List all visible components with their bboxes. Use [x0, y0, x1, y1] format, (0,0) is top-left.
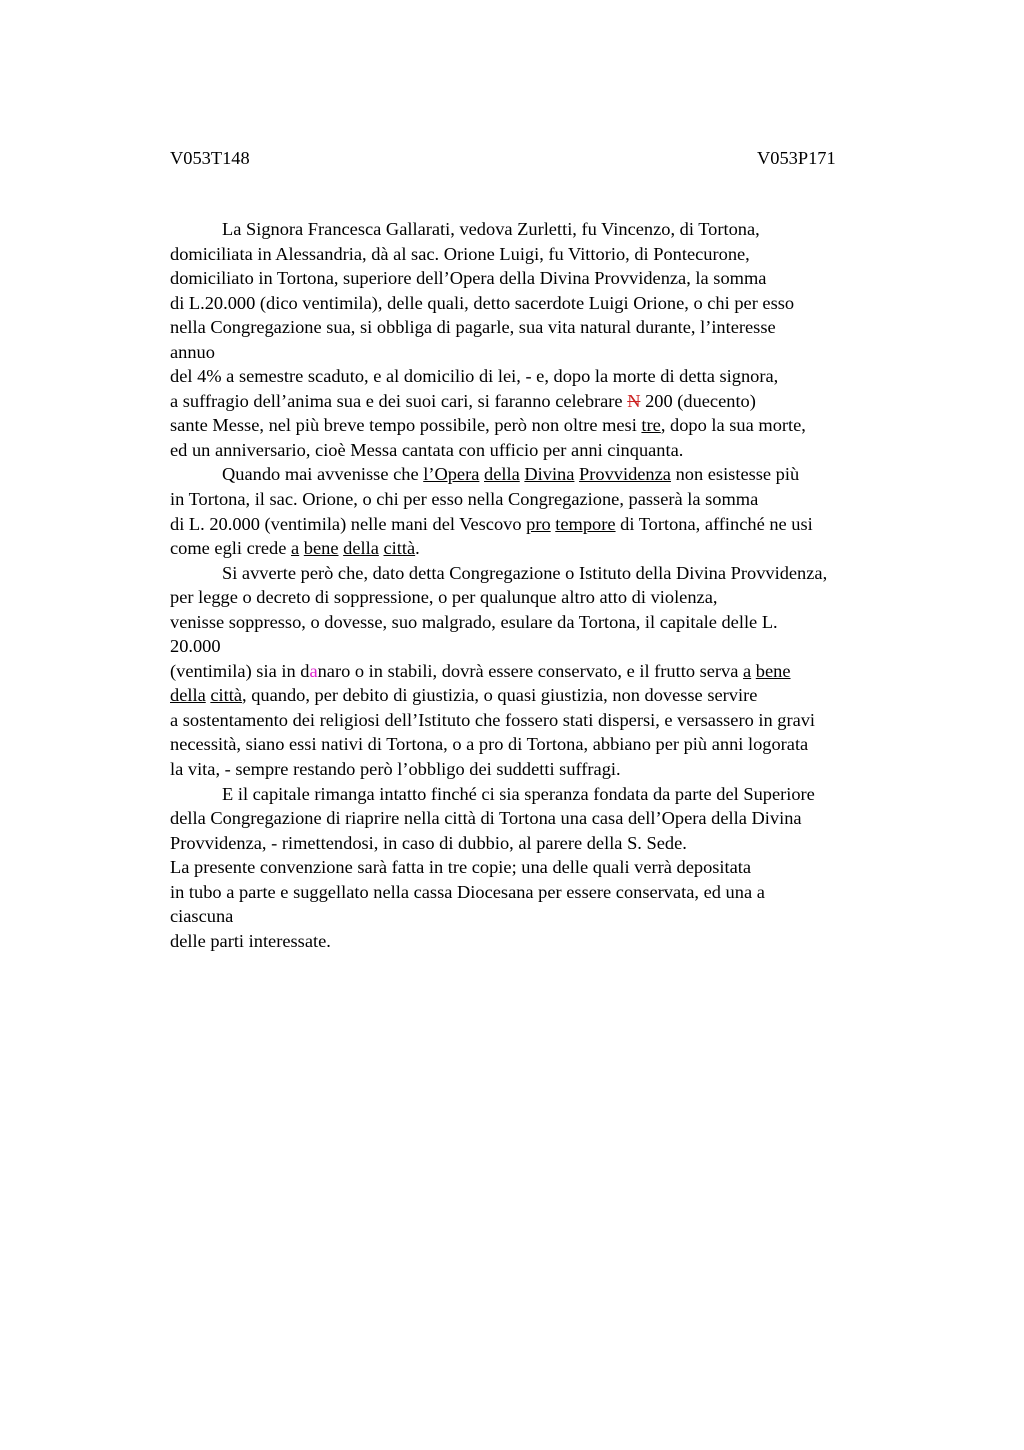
text-run: a suffragio dell’anima sua e dei suoi cari, si faranno celebrare	[170, 390, 628, 411]
text-line	[170, 757, 930, 782]
text-run: di L.20.000 (dico ventimila), delle quali, detto sacerdote Luigi Orione, o chi per esso	[170, 292, 795, 313]
text-run: a sostentamento dei religiosi dell’Istituto che fossero stati dispersi, e versassero in gravi	[170, 709, 816, 730]
text-line	[170, 561, 930, 586]
text-run: non esistesse più	[670, 464, 800, 485]
text-line	[170, 413, 930, 438]
paragraph	[170, 782, 930, 954]
text-line	[170, 315, 930, 340]
text-line	[170, 708, 930, 733]
magenta-letter: a	[309, 660, 318, 681]
text-run: , dopo la sua morte,	[660, 415, 806, 436]
underlined-text: a	[743, 660, 752, 681]
text-line	[170, 782, 930, 807]
red-strikethrough-text: N	[627, 390, 641, 411]
text-line	[170, 266, 930, 291]
text-run: Provvidenza, - rimettendosi, in caso di dubbio, al parere della S. Sede.	[170, 832, 687, 853]
underlined-text: bene	[303, 538, 339, 559]
text-run: domiciliata in Alessandria, dà al sac. Orione Luigi, fu Vittorio, di Pontecurone,	[170, 243, 750, 264]
text-run: sante Messe, nel più breve tempo possibile, però non oltre mesi	[170, 415, 642, 436]
text-line	[170, 610, 930, 635]
text-run: naro o in stabili, dovrà essere conservato, e il frutto serva	[317, 660, 744, 681]
text-run: 200 (duecento)	[640, 390, 756, 411]
text-line	[170, 831, 930, 856]
text-run: come egli crede	[170, 538, 292, 559]
text-run: 20.000	[170, 636, 221, 657]
text-run: ed un anniversario, cioè Messa cantata con ufficio per anni cinquanta.	[170, 439, 684, 460]
text-run: di L. 20.000 (ventimila) nelle mani del Vescovo	[170, 513, 527, 534]
text-line	[170, 364, 930, 389]
text-line	[170, 512, 930, 537]
text-line	[170, 487, 930, 512]
underlined-text: a	[291, 538, 300, 559]
text-line	[170, 438, 930, 463]
underlined-text: della	[170, 685, 206, 706]
text-line	[170, 389, 930, 414]
text-line	[170, 904, 930, 929]
underlined-text: pro	[526, 513, 551, 534]
paragraph	[170, 217, 930, 462]
text-run: Si avverte però che, dato detta Congregazione o Istituto della Divina Provvidenza,	[222, 562, 828, 583]
text-run: Quando mai avvenisse che	[222, 464, 424, 485]
text-line	[170, 806, 930, 831]
text-line	[170, 855, 930, 880]
text-line	[170, 217, 930, 242]
text-run: nella Congregazione sua, si obbliga di pagarle, sua vita natural durante, l’interesse	[170, 317, 776, 338]
text-run: la vita, - sempre restando però l’obbligo dei suddetti suffragi.	[170, 759, 621, 780]
text-run: della Congregazione di riaprire nella città di Tortona una casa dell’Opera della Divina	[170, 808, 802, 829]
text-line	[170, 683, 930, 708]
underlined-text: bene	[755, 660, 791, 681]
text-run: (ventimila) sia in d	[170, 660, 310, 681]
text-run: La presente convenzione sarà fatta in tre copie; una delle quali verrà depositata	[170, 857, 752, 878]
paragraph	[170, 462, 930, 560]
underlined-text: città	[383, 538, 416, 559]
text-run: delle parti interessate.	[170, 930, 331, 951]
text-line	[170, 242, 930, 267]
text-line	[170, 462, 930, 487]
text-run: La Signora Francesca Gallarati, vedova Zurletti, fu Vincenzo, di Tortona,	[222, 219, 760, 239]
text-line	[170, 880, 930, 905]
text-run: in Tortona, il sac. Orione, o chi per esso nella Congregazione, passerà la somma	[170, 489, 759, 510]
text-run: E il capitale rimanga intatto finché ci sia speranza fondata da parte del Superiore	[222, 783, 815, 804]
text-run: venisse soppresso, o dovesse, suo malgrado, esulare da Tortona, il capitale delle L.	[170, 611, 778, 632]
underlined-text: tempore	[555, 513, 616, 534]
underlined-text: l’Opera	[423, 464, 480, 485]
text-line	[170, 659, 930, 684]
text-run: in tubo a parte e suggellato nella cassa Diocesana per essere conservata, ed una a	[170, 881, 765, 902]
text-line	[170, 929, 930, 954]
header-code-right: V053P171	[757, 148, 836, 168]
page-header	[170, 146, 915, 171]
text-line	[170, 732, 930, 757]
text-run: .	[415, 538, 420, 559]
underlined-text: tre	[641, 415, 661, 436]
text-run: , quando, per debito di giustizia, o quasi giustizia, non dovesse servire	[242, 685, 758, 706]
text-line	[170, 340, 930, 365]
paragraph	[170, 561, 930, 782]
underlined-text: Divina	[524, 464, 575, 485]
text-line	[170, 634, 930, 659]
text-run: necessità, siano essi nativi di Tortona, o a pro di Tortona, abbiano per più anni logorata	[170, 734, 809, 755]
text-line	[170, 291, 930, 316]
text-line	[170, 585, 930, 610]
text-line	[170, 536, 930, 561]
document-body	[170, 217, 930, 953]
text-run: di Tortona, affinché ne usi	[615, 513, 813, 534]
underlined-text: della	[343, 538, 379, 559]
text-run: domiciliato in Tortona, superiore dell’Opera della Divina Provvidenza, la somma	[170, 268, 767, 289]
text-run: ciascuna	[170, 906, 234, 927]
text-run: per legge o decreto di soppressione, o per qualunque altro atto di violenza,	[170, 587, 718, 608]
text-run: annuo	[170, 341, 215, 362]
text-run: del 4% a semestre scaduto, e al domicilio di lei, - e, dopo la morte di detta signora,	[170, 366, 779, 387]
underlined-text: città	[210, 685, 243, 706]
underlined-text: della	[484, 464, 520, 485]
underlined-text: Provvidenza	[579, 464, 671, 485]
header-code-left: V053T148	[170, 148, 250, 168]
